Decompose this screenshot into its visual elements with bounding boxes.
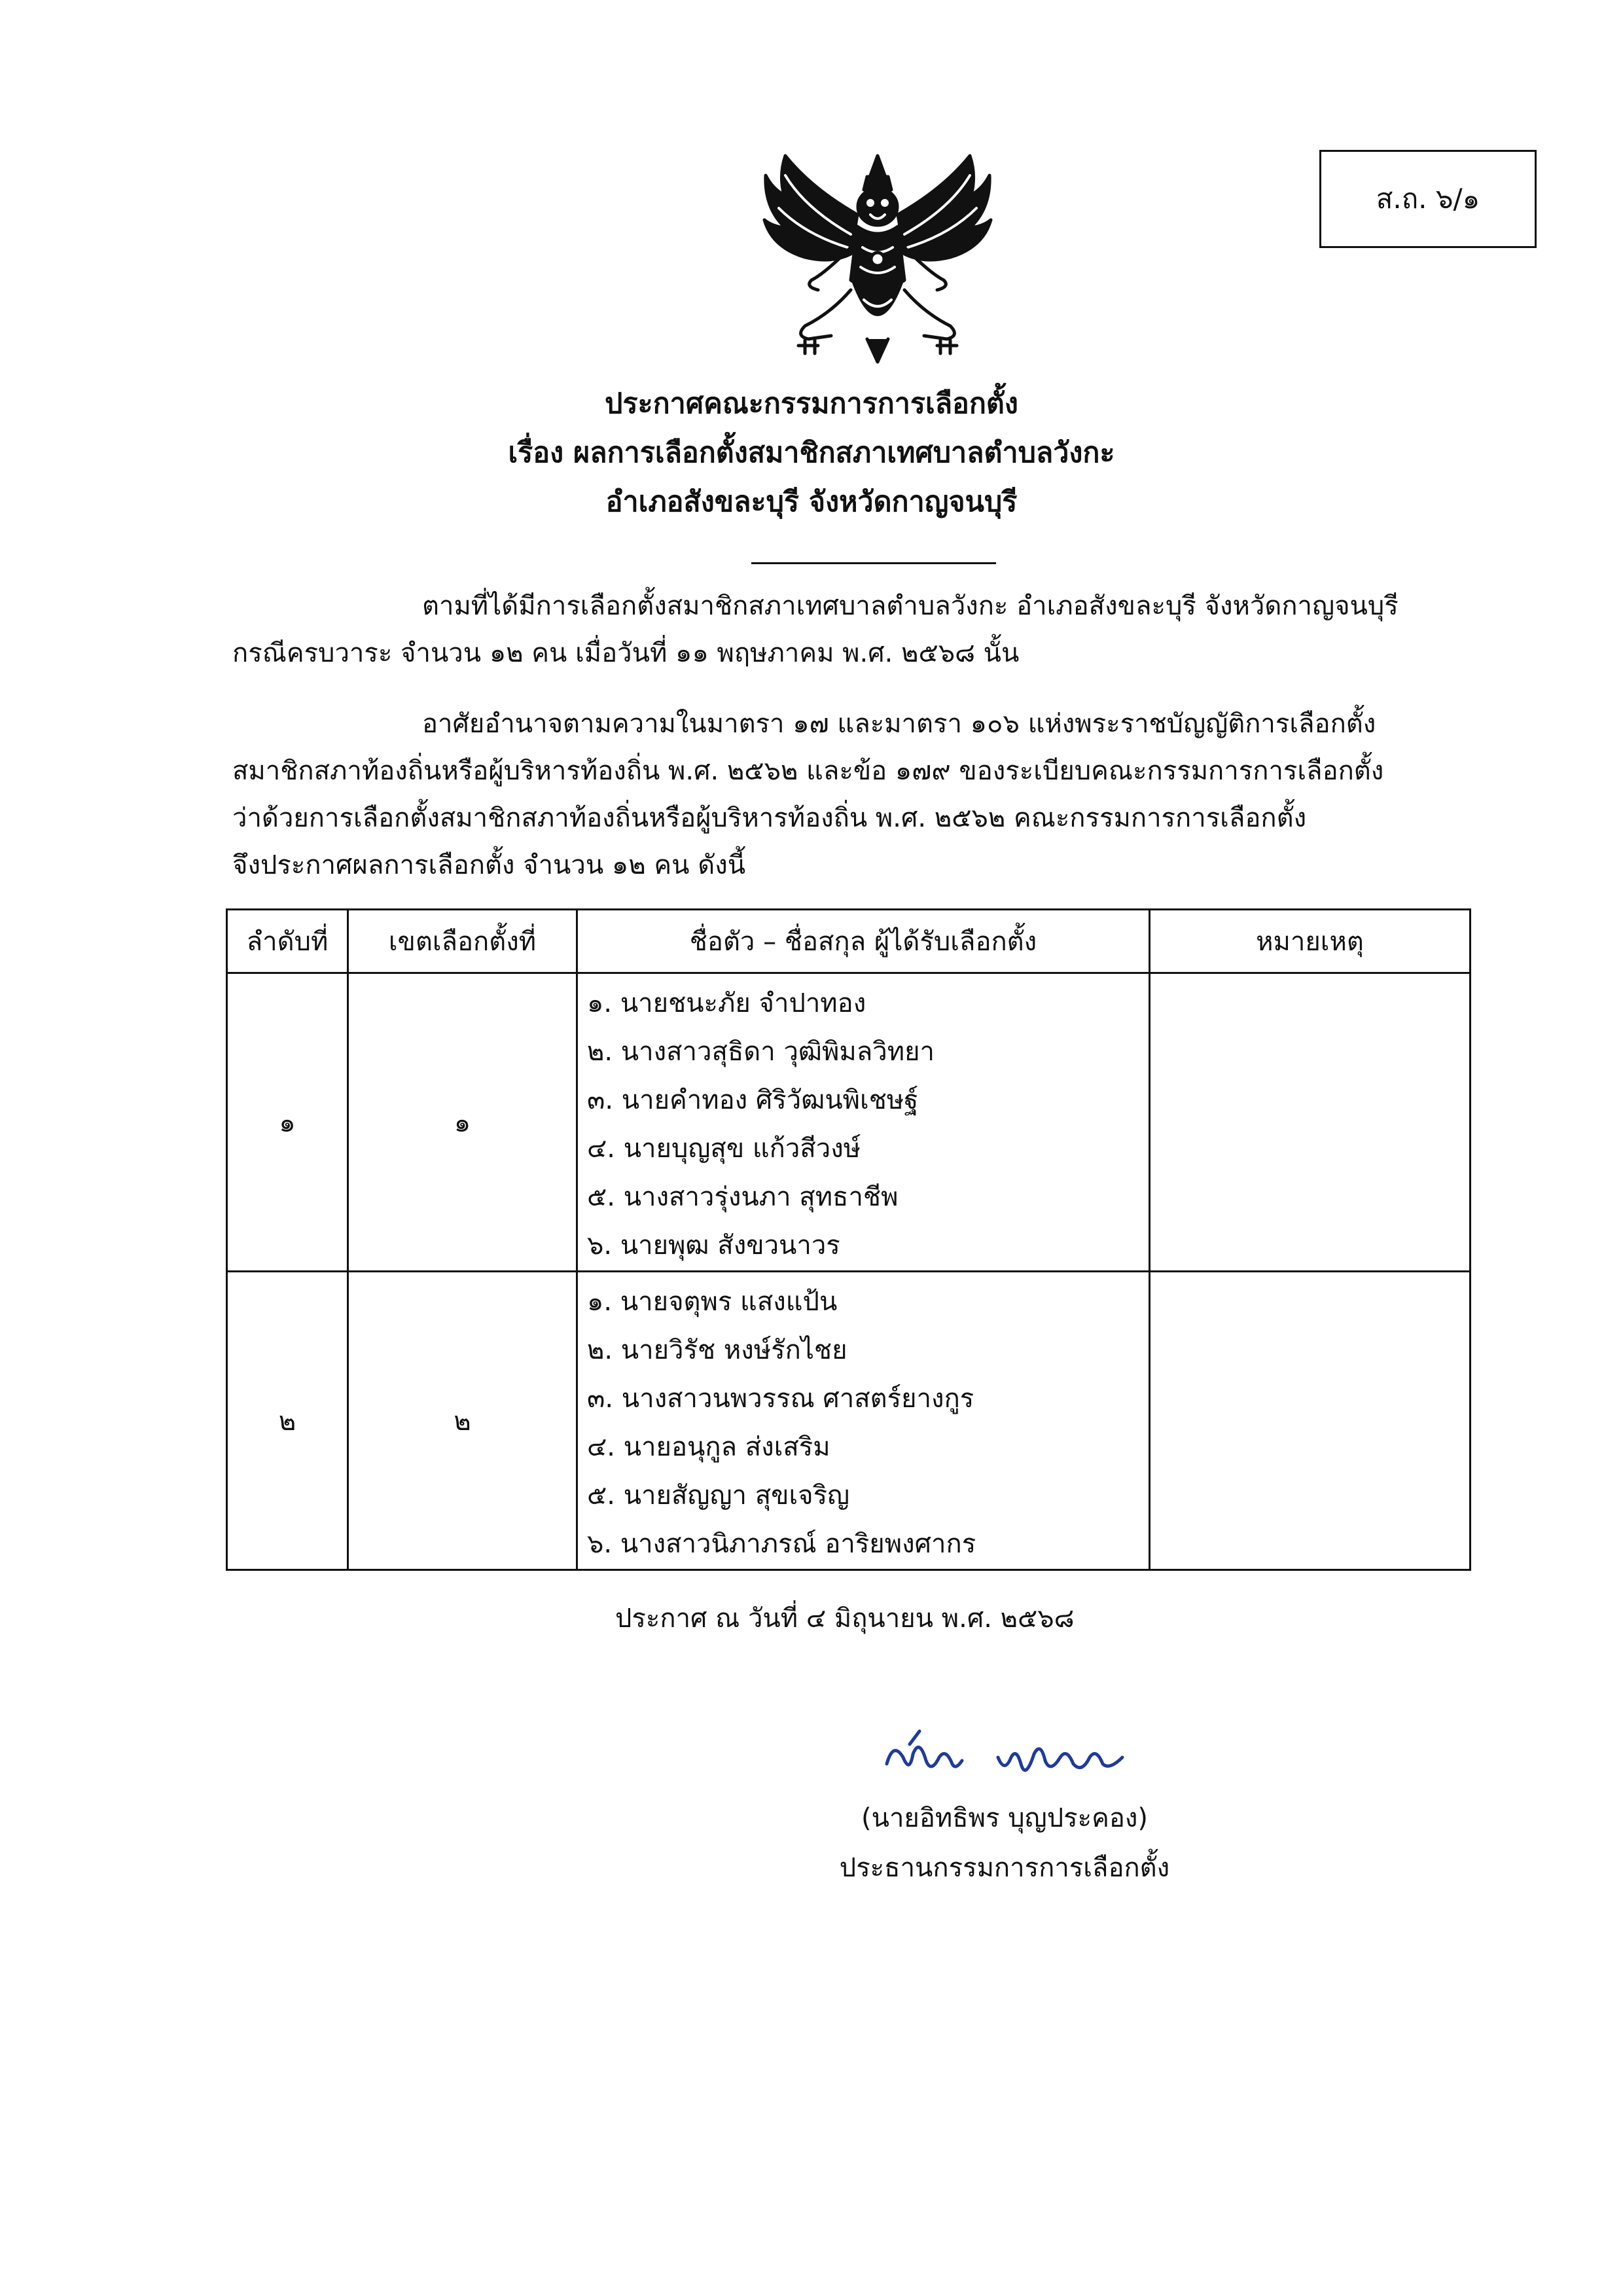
- district-cell: ๒: [348, 1272, 577, 1570]
- elected-name: ๔. นายอนุกูล ส่งเสริม: [587, 1432, 830, 1462]
- header-district: เขตเลือกตั้งที่: [348, 910, 577, 973]
- header-remarks: หมายเหตุ: [1150, 910, 1471, 973]
- remarks-cell: [1150, 973, 1471, 1272]
- title-line: อำเภอสังขละบุรี จังหวัดกาญจนบุรี: [605, 486, 1018, 518]
- elected-name: ๕. นายสัญญา สุขเจริญ: [587, 1480, 850, 1511]
- announcement-date: ประกาศ ณ วันที่ ๔ มิถุนายน พ.ศ. ๒๕๖๘: [615, 1604, 1075, 1634]
- elected-name: ๑. นายจตุพร แสงแป้น: [587, 1287, 838, 1317]
- table-row: [227, 973, 1471, 1272]
- elected-name: ๒. นางสาวสุธิดา วุฒิพิมลวิทยา: [587, 1037, 935, 1067]
- signer-block: [769, 1793, 1240, 1893]
- paragraph-line: ว่าด้วยการเลือกตั้งสมาชิกสภาท้องถิ่นหรือผู้บริหารท้องถิ่น พ.ศ. ๒๕๖๒ คณะกรรมการการเลือกตั้ง: [232, 803, 1307, 833]
- names-cell: [577, 973, 1150, 1272]
- elected-name: ๓. นางสาวนพวรรณ ศาสตร์ยางกูร: [587, 1384, 974, 1414]
- elected-name: ๖. นายพุฒ สังขวนาวร: [587, 1230, 840, 1261]
- announcement-title: [0, 380, 1623, 527]
- elected-name: ๔. นายบุญสุข แก้วสีวงษ์: [587, 1134, 861, 1164]
- title-line: เรื่อง ผลการเลือกตั้งสมาชิกสภาเทศบาลตำบลวังกะ: [508, 437, 1115, 469]
- remarks-cell: [1150, 1272, 1471, 1570]
- paragraph-line: กรณีครบวาระ จำนวน ๑๒ คน เมื่อวันที่ ๑๑ พฤษภาคม พ.ศ. ๒๕๖๘ นั้น: [232, 638, 1020, 668]
- results-table: [226, 908, 1471, 1571]
- elected-name: ๓. นายคำทอง ศิริวัฒนพิเชษฐ์: [587, 1085, 919, 1115]
- form-code-box: [1319, 150, 1537, 248]
- header-names: ชื่อตัว – ชื่อสกุล ผู้ได้รับเลือกตั้ง: [577, 910, 1150, 973]
- table-header-row: [227, 910, 1471, 973]
- paragraph-background: [232, 583, 1469, 677]
- elected-name: ๑. นายชนะภัย จำปาทอง: [587, 988, 866, 1018]
- order-cell: ๒: [227, 1272, 348, 1570]
- signer-position: ประธานกรรมการการเลือกตั้ง: [839, 1853, 1170, 1883]
- form-code: ส.ถ. ๖/๑: [1376, 183, 1480, 215]
- handwritten-signature: [874, 1728, 1149, 1787]
- paragraph-line: อาศัยอำนาจตามความในมาตรา ๑๗ และมาตรา ๑๐๖ แห่งพระราชบัญญัติการเลือกตั้ง: [422, 709, 1376, 739]
- title-divider: [751, 562, 996, 564]
- title-line: ประกาศคณะกรรมการการเลือกตั้ง: [605, 387, 1018, 420]
- paragraph-line: จึงประกาศผลการเลือกตั้ง จำนวน ๑๒ คน ดังนี้: [232, 850, 746, 880]
- elected-name: ๕. นางสาวรุ่งนภา สุทธาชีพ: [587, 1182, 899, 1212]
- table-row: [227, 1272, 1471, 1570]
- names-cell: [577, 1272, 1150, 1570]
- header-order: ลำดับที่: [227, 910, 348, 973]
- paragraph-line: ตามที่ได้มีการเลือกตั้งสมาชิกสภาเทศบาลตำบลวังกะ อำเภอสังขละบุรี จังหวัดกาญจนบุรี: [422, 591, 1399, 621]
- signer-name: (นายอิทธิพร บุญประคอง): [861, 1803, 1148, 1833]
- paragraph-line: สมาชิกสภาท้องถิ่นหรือผู้บริหารท้องถิ่น พ.ศ. ๒๕๖๒ และข้อ ๑๗๙ ของระเบียบคณะกรรมการการเลือกตั้ง: [232, 756, 1384, 786]
- elected-name: ๖. นางสาวนิภาภรณ์ อาริยพงศากร: [587, 1529, 976, 1559]
- elected-name: ๒. นายวิรัช หงษ์รักไชย: [587, 1335, 847, 1365]
- paragraph-authority: [232, 700, 1469, 889]
- garuda-emblem-icon: [759, 149, 996, 367]
- order-cell: ๑: [227, 973, 348, 1272]
- district-cell: ๑: [348, 973, 577, 1272]
